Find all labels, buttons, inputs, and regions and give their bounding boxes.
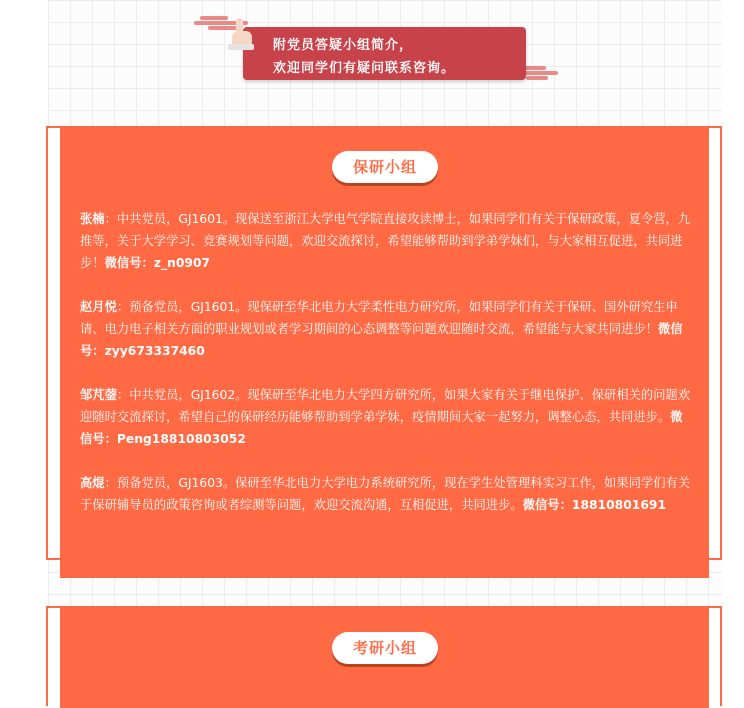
section-title-baoyan: 保研小组 (332, 151, 438, 183)
intro-banner (243, 27, 526, 80)
member-name: 赵月悦 (80, 300, 117, 314)
member-wechat: 微信号：Peng18810803052 (80, 410, 683, 446)
member-name: 张楠 (80, 212, 105, 226)
member-entry-zhaoyueyue (80, 296, 692, 362)
member-entry-zoupengying (80, 384, 692, 450)
member-entry-zhangnan (80, 208, 692, 274)
intro-line-2: 欢迎同学们有疑问联系咨询。 (273, 61, 456, 76)
section-title-kaoyan: 考研小组 (332, 632, 438, 664)
member-name: 邹芃蓥 (80, 388, 117, 402)
member-wechat: 微信号：z_n0907 (104, 256, 211, 270)
member-description: ：中共党员，GJ1601。现保送至浙江大学电气学院直接攻读博士，如果同学们有关于保研政策，夏令营，九推等，关于大学学习、竞赛规划等问题，欢迎交流探讨，希望能够帮助到学弟学妹们，与大家相互促进，共同进步！ (80, 212, 691, 270)
member-name: 高焜 (80, 476, 105, 490)
member-description: ：预备党员，GJ1603。保研至华北电力大学电力系统研究所，现在学生处管理科实习工作，如果同学们有关于保研辅导员的政策咨询或者综测等问题，欢迎交流沟通，互相促进，共同进步。 (80, 476, 691, 512)
member-wechat: 微信号：18810801691 (522, 498, 667, 512)
intro-line-1: 附党员答疑小组简介， (273, 38, 414, 53)
member-description: ：预备党员，GJ1601。现保研至华北电力大学柔性电力研究所，如果同学们有关于保研、国外研究生申请、电力电子相关方面的职业规划或者学习期间的心态调整等问题欢迎随时交流，希望能与大家共同进步！ (80, 300, 678, 336)
pointing-hand-icon (228, 18, 256, 52)
member-entry-gaokun (80, 472, 692, 516)
member-wechat: 微信号：zyy673337460 (80, 322, 683, 358)
member-description: ：中共党员，GJ1602。现保研至华北电力大学四方研究所，如果大家有关于继电保护、保研相关的问题欢迎随时交流探讨，希望自己的保研经历能够帮助到学弟学妹，疫情期间大家一起努力，调整心态，共同进步。 (80, 388, 691, 424)
